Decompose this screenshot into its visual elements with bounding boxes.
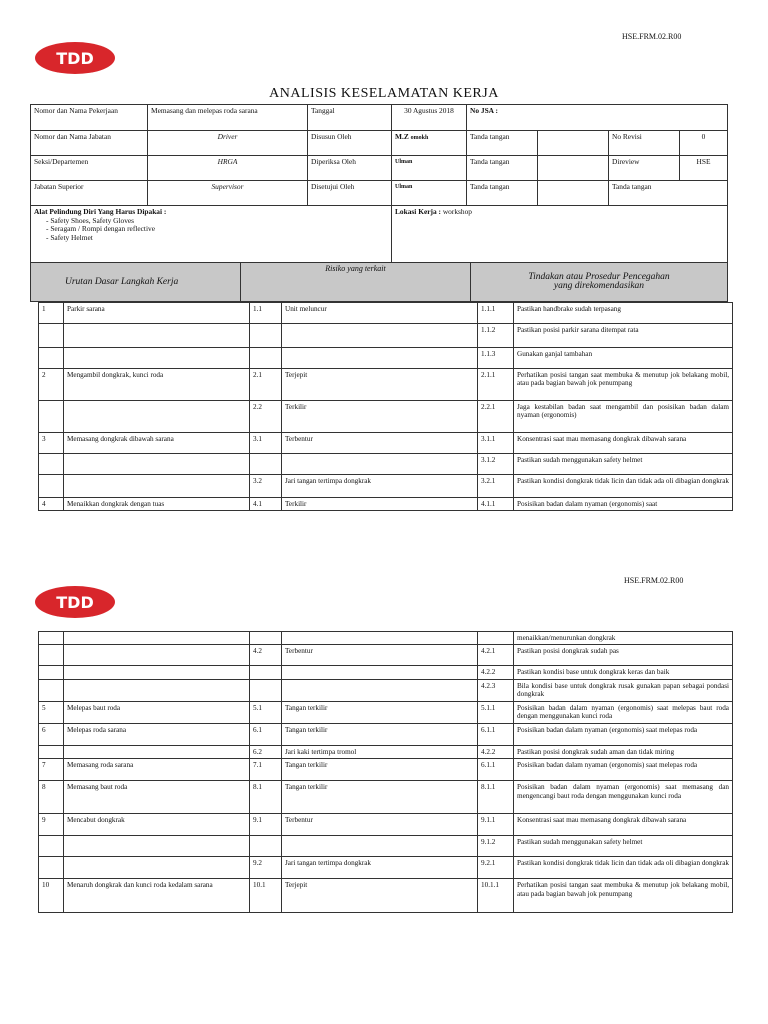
- table-cell: Posisikan badan dalam nyaman (ergonomis) saat: [514, 498, 733, 511]
- sign-3: [538, 181, 609, 206]
- table-cell: [250, 632, 282, 645]
- table-cell: [282, 324, 478, 348]
- table-cell: 6.1.1: [478, 723, 514, 745]
- value-revision: 0: [680, 131, 728, 156]
- table-cell: Pastikan kondisi base untuk dongkrak keras dan baik: [514, 666, 733, 679]
- table-cell: [39, 324, 64, 348]
- table-cell: Memasang baut roda: [64, 781, 250, 814]
- table-cell: Pastikan posisi dongkrak sudah pas: [514, 645, 733, 666]
- table-row: [39, 498, 733, 511]
- table-cell: Mengambil dongkrak, kunci roda: [64, 369, 250, 401]
- table-cell: Terjepit: [282, 369, 478, 401]
- table-cell: [39, 348, 64, 369]
- svg-text:TDD: TDD: [56, 593, 94, 612]
- table-cell: [282, 348, 478, 369]
- table-cell: [39, 645, 64, 666]
- table-cell: 8.1.1: [478, 781, 514, 814]
- table-cell: [64, 679, 250, 701]
- table-cell: Melepas roda sarana: [64, 723, 250, 745]
- column-header: [30, 262, 728, 302]
- table-cell: 3.1.1: [478, 433, 514, 454]
- col-actions: Tindakan atau Prosedur Pencegahan yang direkomendasikan: [471, 263, 728, 302]
- label-date: Tanggal: [308, 105, 392, 131]
- table-cell: [250, 348, 282, 369]
- table-row: [39, 632, 733, 645]
- label-approved: Disetujui Oleh: [308, 181, 392, 206]
- table-cell: Terbentur: [282, 814, 478, 836]
- table-cell: Terkilir: [282, 401, 478, 433]
- table-cell: [64, 475, 250, 498]
- table-cell: 10.1: [250, 879, 282, 913]
- table-cell: 2.1: [250, 369, 282, 401]
- table-cell: Posisikan badan dalam nyaman (ergonomis) saat melepas roda: [514, 759, 733, 781]
- table-row: [39, 781, 733, 814]
- table-cell: [250, 454, 282, 475]
- table-cell: [39, 401, 64, 433]
- table-cell: 1: [39, 303, 64, 324]
- label-job: Nomor dan Nama Pekerjaan: [31, 105, 148, 131]
- table-cell: 4.2: [250, 645, 282, 666]
- label-checked: Diperiksa Oleh: [308, 156, 392, 181]
- table-cell: Mencabut dongkrak: [64, 814, 250, 836]
- table-cell: 8: [39, 781, 64, 814]
- table-cell: 6.1.1: [478, 759, 514, 781]
- label-sign-1: Tanda tangan: [467, 131, 538, 156]
- table-cell: 4.2.2: [478, 745, 514, 758]
- table-cell: Tangan terkilir: [282, 759, 478, 781]
- table-cell: Pastikan sudah menggunakan safety helmet: [514, 454, 733, 475]
- label-jsa: No JSA :: [467, 105, 728, 131]
- table-cell: [64, 632, 250, 645]
- label-revision: No Revisi: [609, 131, 680, 156]
- table-cell: [64, 454, 250, 475]
- table-cell: 1.1.2: [478, 324, 514, 348]
- table-cell: Pastikan kondisi dongkrak tidak licin dan tidak ada oli dibagian dongkrak: [514, 857, 733, 879]
- table-cell: [282, 836, 478, 857]
- table-cell: Posisikan badan dalam nyaman (ergonomis) saat memasang dan mengencangi baut roda dengan menggunakan kunci roda: [514, 781, 733, 814]
- doc-code-2: HSE.FRM.02.R00: [624, 576, 684, 585]
- table-cell: Jaga kestabilan badan saat mengambil dan posisikan badan dalam nyaman (ergonomis): [514, 401, 733, 433]
- table-cell: Menaikkan dongkrak dengan tuas: [64, 498, 250, 511]
- table-cell: Memasang roda sarana: [64, 759, 250, 781]
- table-cell: 6.1: [250, 723, 282, 745]
- table-cell: Posisikan badan dalam nyaman (ergonomis) saat melepas roda: [514, 723, 733, 745]
- value-reviewed: HSE: [680, 156, 728, 181]
- table-cell: Perhatikan posisi tangan saat membuka & menutup jok belakang mobil, atau pada bagian bawah jok penumpang: [514, 879, 733, 913]
- table-cell: 9.1.1: [478, 814, 514, 836]
- table-cell: [39, 666, 64, 679]
- table-row: [39, 369, 733, 401]
- table-cell: [478, 632, 514, 645]
- table-row: [39, 303, 733, 324]
- table-cell: Tangan terkilir: [282, 701, 478, 723]
- value-superior: Supervisor: [148, 181, 308, 206]
- table-cell: [39, 632, 64, 645]
- table-cell: [64, 324, 250, 348]
- table-cell: 9.2: [250, 857, 282, 879]
- svg-text:TDD: TDD: [56, 49, 94, 68]
- table-row: [39, 814, 733, 836]
- label-sign-4: Tanda tangan: [609, 181, 728, 206]
- doc-code: HSE.FRM.02.R00: [622, 32, 682, 41]
- table-cell: 2: [39, 369, 64, 401]
- table-row: [39, 879, 733, 913]
- label-sign-3: Tanda tangan: [467, 181, 538, 206]
- table-cell: Terbentur: [282, 645, 478, 666]
- table-cell: [282, 679, 478, 701]
- table-cell: Tangan terkilir: [282, 723, 478, 745]
- table-cell: 1.1: [250, 303, 282, 324]
- label-superior: Jabatan Superior: [31, 181, 148, 206]
- table-cell: 4.2.3: [478, 679, 514, 701]
- table-cell: Memasang dongkrak dibawah sarana: [64, 433, 250, 454]
- table-cell: Pastikan posisi dongkrak sudah aman dan tidak miring: [514, 745, 733, 758]
- table-cell: [282, 454, 478, 475]
- table-cell: [282, 666, 478, 679]
- table-cell: [64, 745, 250, 758]
- table-cell: Jari tangan tertimpa dongkrak: [282, 857, 478, 879]
- apd-list: [34, 217, 388, 243]
- table-cell: Pastikan sudah menggunakan safety helmet: [514, 836, 733, 857]
- table-cell: 3.2: [250, 475, 282, 498]
- value-prepared: M.Z omokh: [392, 131, 467, 156]
- table-cell: 5: [39, 701, 64, 723]
- table-cell: [64, 857, 250, 879]
- table-cell: 3.1: [250, 433, 282, 454]
- company-logo: [34, 41, 116, 80]
- table-cell: 10.1.1: [478, 879, 514, 913]
- label-prepared: Disusun Oleh: [308, 131, 392, 156]
- table-cell: 4.1.1: [478, 498, 514, 511]
- table-row: [39, 433, 733, 454]
- table-cell: Unit meluncur: [282, 303, 478, 324]
- value-job: Memasang dan melepas roda sarana: [148, 105, 308, 131]
- table-cell: Pastikan handbrake sudah terpasang: [514, 303, 733, 324]
- table-cell: [39, 475, 64, 498]
- jsa-table-1: [38, 302, 733, 511]
- table-cell: Jari kaki tertimpa tromol: [282, 745, 478, 758]
- label-position: Nomor dan Nama Jabatan: [31, 131, 148, 156]
- table-cell: Tangan terkilir: [282, 781, 478, 814]
- label-reviewed: Direview: [609, 156, 680, 181]
- table-cell: 9: [39, 814, 64, 836]
- company-logo-2: [34, 585, 116, 624]
- table-row: [39, 324, 733, 348]
- apd-item: - Seragam / Rompi dengan reflective: [46, 225, 388, 234]
- table-cell: [39, 454, 64, 475]
- table-cell: 9.1.2: [478, 836, 514, 857]
- col-steps: Urutan Dasar Langkah Kerja: [31, 263, 241, 302]
- table-cell: 1.1.3: [478, 348, 514, 369]
- table-row: [39, 745, 733, 758]
- table-cell: menaikkan/menurunkan dongkrak: [514, 632, 733, 645]
- table-row: [39, 645, 733, 666]
- table-cell: [39, 836, 64, 857]
- table-cell: [39, 679, 64, 701]
- jsa-table-2: [38, 631, 733, 913]
- table-cell: Parkir sarana: [64, 303, 250, 324]
- table-cell: Menaruh dongkrak dan kunci roda kedalam sarana: [64, 879, 250, 913]
- table-cell: 4.2.2: [478, 666, 514, 679]
- table-cell: 5.1: [250, 701, 282, 723]
- table-cell: 8.1: [250, 781, 282, 814]
- value-department: HRGA: [148, 156, 308, 181]
- table-row: [39, 475, 733, 498]
- table-cell: Terjepit: [282, 879, 478, 913]
- location-cell: Lokasi Kerja : workshop: [392, 206, 728, 274]
- table-cell: [39, 857, 64, 879]
- table-cell: [250, 666, 282, 679]
- table-cell: 3: [39, 433, 64, 454]
- value-date: 30 Agustus 2018: [392, 105, 467, 131]
- table-cell: 3.1.2: [478, 454, 514, 475]
- sign-2: [538, 156, 609, 181]
- table-cell: 2.1.1: [478, 369, 514, 401]
- table-cell: 10: [39, 879, 64, 913]
- table-row: [39, 679, 733, 701]
- table-cell: [64, 836, 250, 857]
- table-cell: Pastikan posisi parkir sarana ditempat rata: [514, 324, 733, 348]
- value-approved: Ulman: [392, 181, 467, 206]
- page-title: ANALISIS KESELAMATAN KERJA: [269, 86, 499, 101]
- table-cell: [39, 745, 64, 758]
- table-cell: Perhatikan posisi tangan saat membuka & menutup jok belakang mobil, atau pada bagian bawah jok penumpang: [514, 369, 733, 401]
- value-position: Driver: [148, 131, 308, 156]
- label-department: Seksi/Departemen: [31, 156, 148, 181]
- table-cell: Terkilir: [282, 498, 478, 511]
- table-row: [39, 723, 733, 745]
- table-cell: Pastikan kondisi dongkrak tidak licin dan tidak ada oli dibagian dongkrak: [514, 475, 733, 498]
- table-row: [39, 348, 733, 369]
- table-cell: [250, 836, 282, 857]
- table-cell: 7: [39, 759, 64, 781]
- apd-item: - Safety Helmet: [46, 234, 388, 243]
- table-cell: Terbentur: [282, 433, 478, 454]
- table-cell: 4.1: [250, 498, 282, 511]
- table-cell: 6.2: [250, 745, 282, 758]
- apd-item: - Safety Shoes, Safety Gloves: [46, 217, 388, 226]
- table-cell: Gunakan ganjal tambahan: [514, 348, 733, 369]
- table-cell: 5.1.1: [478, 701, 514, 723]
- table-row: [39, 454, 733, 475]
- table-cell: 9.1: [250, 814, 282, 836]
- apd-label: Alat Pelindung Diri Yang Harus Dipakai :: [34, 207, 167, 216]
- table-cell: Melepas baut roda: [64, 701, 250, 723]
- table-cell: [250, 679, 282, 701]
- table-row: [39, 666, 733, 679]
- table-cell: [64, 666, 250, 679]
- table-cell: 6: [39, 723, 64, 745]
- sign-1: [538, 131, 609, 156]
- table-row: [39, 836, 733, 857]
- table-cell: 1.1.1: [478, 303, 514, 324]
- table-cell: Konsentrasi saat mau memasang dongkrak dibawah sarana: [514, 433, 733, 454]
- table-cell: 4.2.1: [478, 645, 514, 666]
- table-row: [39, 701, 733, 723]
- table-row: [39, 759, 733, 781]
- table-cell: [64, 401, 250, 433]
- table-cell: Bila kondisi base untuk dongkrak rusak gunakan papan sebagai pondasi dongkrak: [514, 679, 733, 701]
- col-risks: Risiko yang terkait: [241, 263, 471, 302]
- table-cell: Jari tangan tertimpa dongkrak: [282, 475, 478, 498]
- table-cell: Posisikan badan dalam nyaman (ergonomis) saat melepas baut roda dengan menggunakan kunci roda: [514, 701, 733, 723]
- table-cell: 2.2.1: [478, 401, 514, 433]
- table-cell: Konsentrasi saat mau memasang dongkrak dibawah sarana: [514, 814, 733, 836]
- table-row: [39, 401, 733, 433]
- table-row: [39, 857, 733, 879]
- value-checked: Ulman: [392, 156, 467, 181]
- table-cell: [64, 348, 250, 369]
- table-cell: 9.2.1: [478, 857, 514, 879]
- table-cell: 4: [39, 498, 64, 511]
- table-cell: 7.1: [250, 759, 282, 781]
- label-sign-2: Tanda tangan: [467, 156, 538, 181]
- table-cell: [64, 645, 250, 666]
- table-cell: 3.2.1: [478, 475, 514, 498]
- header-table: [30, 104, 728, 274]
- table-cell: [250, 324, 282, 348]
- table-cell: [282, 632, 478, 645]
- table-cell: 2.2: [250, 401, 282, 433]
